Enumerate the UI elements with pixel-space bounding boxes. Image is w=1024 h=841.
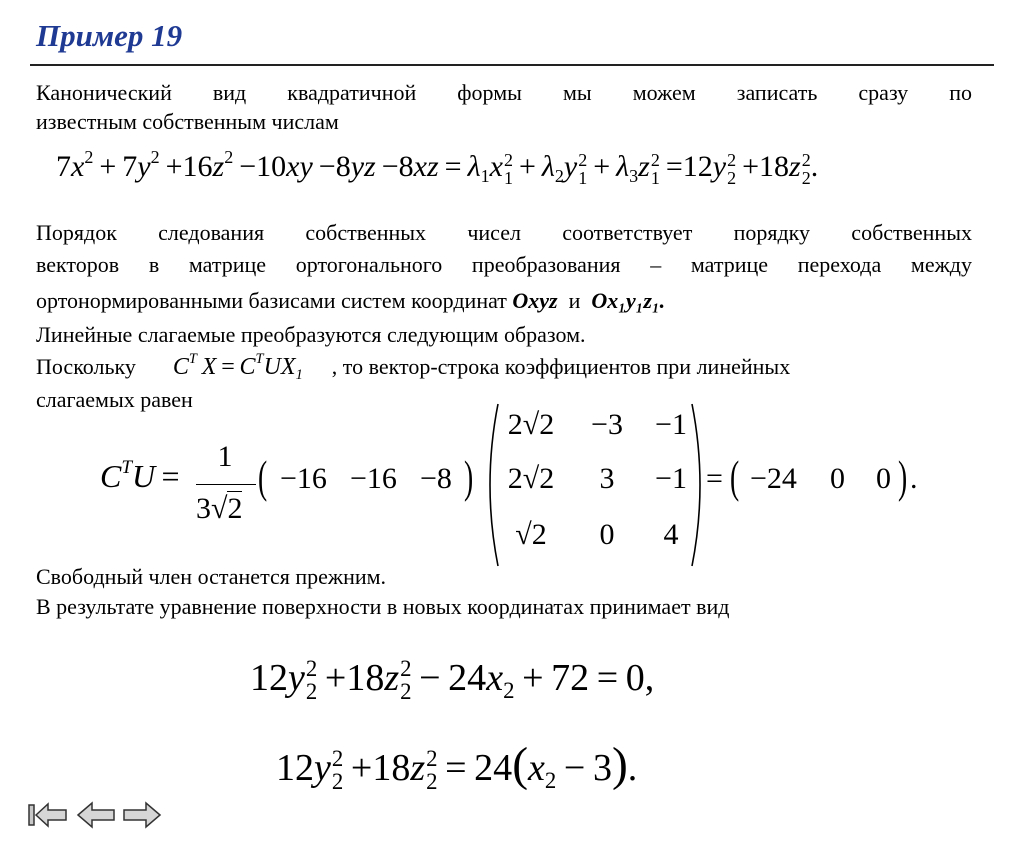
quadratic-form-equation: $7x^2 + 7y^2 +16z^2 -10xy -8yz -8xz = \lambda_1x$ 2 1 + $\lambda_2y$ 2 1 + $\lambda_3z$ 2 1 =12y 2 2 +18z 2 2 . <box>56 146 819 189</box>
paragraph-2-line-2: векторов в матрице ортогонального преобразования – матрице перехода между <box>36 252 972 277</box>
paragraph-3: Линейные слагаемые преобразуются следующим образом. <box>36 322 586 347</box>
matrix-cell: 2√2 <box>507 408 555 441</box>
p4-suffix: , то вектор-строка коэффициентов при линейных <box>331 354 791 379</box>
fraction-bar <box>196 484 256 485</box>
paragraph-6: В результате уравнение поверхности в новых координатах принимает вид <box>36 594 730 619</box>
p2-line3-text: ортонормированными базисами систем координат <box>36 288 507 313</box>
paragraph-4-line-2: слагаемых равен <box>36 387 193 412</box>
and-word: и <box>568 288 581 313</box>
paragraph-1-line-2: известным собственным числам <box>36 109 339 134</box>
paragraph-2-line-3 <box>36 286 972 315</box>
result-entry-3: 0 <box>876 462 891 495</box>
result-right-paren: ) <box>898 451 908 502</box>
paragraph-5: Свободный член останется прежним. <box>36 564 387 589</box>
paragraph-1-line-1: Канонический вид квадратичной формы мы можем записать сразу по <box>36 80 972 105</box>
matrix-cell: √2 <box>515 518 547 551</box>
row-vector-entry-3: −8 <box>420 462 452 495</box>
matrix-cell: −3 <box>591 408 623 441</box>
row-vector-right-paren: ) <box>464 451 474 502</box>
result-period: . <box>910 462 918 495</box>
fraction-denominator: 3√2 <box>196 492 243 525</box>
paragraph-4-line-1 <box>36 352 972 382</box>
prev-icon[interactable] <box>76 800 116 830</box>
ctu-label: $C^TU$ = <box>100 456 180 494</box>
matrix-cell: −1 <box>655 462 687 495</box>
surface-equation-1: 12y 2 2 +18z 2 2 − $24x_2 + 72 = 0$, <box>250 656 655 705</box>
matrix-cell: 2√2 <box>507 462 555 495</box>
first-icon[interactable] <box>28 800 68 830</box>
row-vector-entry-1: −16 <box>280 462 327 495</box>
result-left-paren: ( <box>730 451 740 502</box>
surface-equation-2: 12y 2 2 +18z 2 2 = $24(x_2 - 3)$. <box>276 739 638 795</box>
since-word: Поскольку <box>36 354 136 379</box>
paragraph-2-line-1: Порядок следования собственных чисел соответствует порядку собственных <box>36 220 972 245</box>
row-vector-entry-2: −16 <box>350 462 397 495</box>
next-icon[interactable] <box>122 800 162 830</box>
slide-title: Пример 19 <box>36 18 183 53</box>
matrix-cell: 0 <box>599 518 615 551</box>
matrix-cell: 3 <box>599 462 615 495</box>
title-divider <box>30 64 994 66</box>
result-entry-2: 0 <box>830 462 845 495</box>
matrix-cell: −1 <box>655 408 687 441</box>
row-vector-left-paren: ( <box>258 451 268 502</box>
equals-sign: = <box>706 462 723 495</box>
fraction-numerator: 1 <box>217 440 233 473</box>
ox1y1z1-label: Ox₁y₁z₁. <box>591 288 666 313</box>
result-entry-1: −24 <box>750 462 797 495</box>
oxyz-label: Oxyz <box>512 288 558 313</box>
matrix-cell: 4 <box>663 518 679 551</box>
ctx-equation: $C^T$ $X = C^TUX_1$ <box>172 351 303 384</box>
